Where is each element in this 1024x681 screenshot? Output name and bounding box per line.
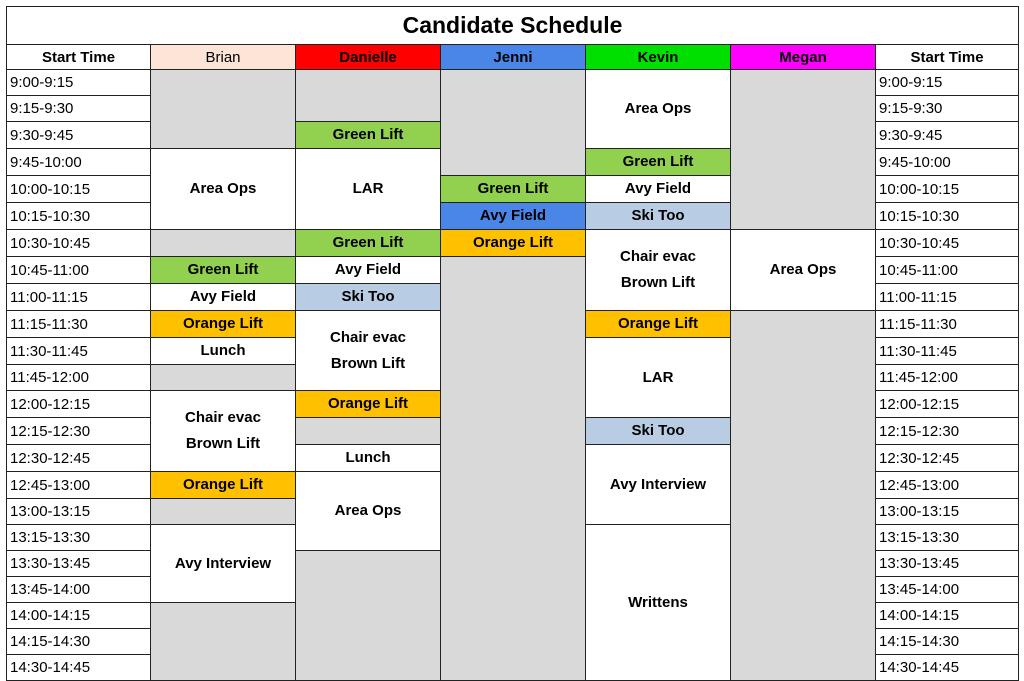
- time-slot-left: 13:00-13:15: [7, 499, 151, 525]
- kevin-activity-cell: Writtens: [586, 525, 731, 681]
- time-slot-right: 13:15-13:30: [876, 525, 1019, 551]
- header-jenni: Jenni: [441, 45, 586, 70]
- danielle-activity-cell: LAR: [296, 149, 441, 230]
- time-slot-left: 13:15-13:30: [7, 525, 151, 551]
- time-slot-left: 11:45-12:00: [7, 365, 151, 391]
- brian-activity-cell: Area Ops: [151, 149, 296, 230]
- brian-free-slot: [151, 70, 296, 149]
- time-slot-right: 14:30-14:45: [876, 655, 1019, 681]
- brian-activity-cell: Green Lift: [151, 257, 296, 284]
- time-slot-left: 11:00-11:15: [7, 284, 151, 311]
- time-slot-left: 10:00-10:15: [7, 176, 151, 203]
- header-kevin: Kevin: [586, 45, 731, 70]
- time-slot-left: 13:30-13:45: [7, 551, 151, 577]
- schedule-title: Candidate Schedule: [7, 7, 1019, 45]
- brian-activity-cell: Orange Lift: [151, 472, 296, 499]
- start-time-header-right: Start Time: [876, 45, 1019, 70]
- time-slot-right: 10:15-10:30: [876, 203, 1019, 230]
- header-row: [7, 45, 1019, 70]
- jenni-activity-cell: Green Lift: [441, 176, 586, 203]
- brian-activity-cell: Avy Interview: [151, 525, 296, 603]
- time-slot-left: 12:15-12:30: [7, 418, 151, 445]
- time-slot-left: 12:00-12:15: [7, 391, 151, 418]
- brian-free-slot: [151, 603, 296, 681]
- danielle-activity-cell: Ski Too: [296, 284, 441, 311]
- time-slot-right: 14:15-14:30: [876, 629, 1019, 655]
- time-slot-right: 10:00-10:15: [876, 176, 1019, 203]
- jenni-free-slot: [441, 257, 586, 681]
- time-slot-left: 9:45-10:00: [7, 149, 151, 176]
- time-slot-left: 14:00-14:15: [7, 603, 151, 629]
- time-slot-left: 12:30-12:45: [7, 445, 151, 472]
- time-slot-right: 12:00-12:15: [876, 391, 1019, 418]
- time-slot-right: 13:00-13:15: [876, 499, 1019, 525]
- brian-activity-cell: Avy Field: [151, 284, 296, 311]
- brian-free-slot: [151, 499, 296, 525]
- header-megan: Megan: [731, 45, 876, 70]
- time-slot-left: 12:45-13:00: [7, 472, 151, 499]
- time-slot-right: 14:00-14:15: [876, 603, 1019, 629]
- time-slot-right: 9:00-9:15: [876, 70, 1019, 96]
- time-slot-right: 9:30-9:45: [876, 122, 1019, 149]
- header-danielle: Danielle: [296, 45, 441, 70]
- time-slot-right: 11:30-11:45: [876, 338, 1019, 365]
- time-slot-right: 9:15-9:30: [876, 96, 1019, 122]
- time-slot-right: 13:45-14:00: [876, 577, 1019, 603]
- time-slot-right: 13:30-13:45: [876, 551, 1019, 577]
- time-slot-left: 14:30-14:45: [7, 655, 151, 681]
- danielle-activity-cell: Lunch: [296, 445, 441, 472]
- danielle-activity-cell: Orange Lift: [296, 391, 441, 418]
- brian-free-slot: [151, 230, 296, 257]
- kevin-activity-cell: Ski Too: [586, 203, 731, 230]
- time-slot-left: 13:45-14:00: [7, 577, 151, 603]
- time-slot-left: 9:30-9:45: [7, 122, 151, 149]
- kevin-activity-cell: Chair evac Brown Lift: [586, 230, 731, 311]
- header-brian: Brian: [151, 45, 296, 70]
- kevin-activity-cell: Ski Too: [586, 418, 731, 445]
- danielle-free-slot: [296, 418, 441, 445]
- kevin-activity-cell: Green Lift: [586, 149, 731, 176]
- brian-activity-cell: Chair evac Brown Lift: [151, 391, 296, 472]
- time-slot-left: 11:30-11:45: [7, 338, 151, 365]
- table-row: [7, 70, 1019, 96]
- schedule-table: [6, 6, 1019, 681]
- start-time-header-left: Start Time: [7, 45, 151, 70]
- kevin-activity-cell: Area Ops: [586, 70, 731, 149]
- danielle-free-slot: [296, 70, 441, 122]
- brian-activity-cell: Orange Lift: [151, 311, 296, 338]
- danielle-activity-cell: Area Ops: [296, 472, 441, 551]
- time-slot-left: 10:45-11:00: [7, 257, 151, 284]
- time-slot-left: 14:15-14:30: [7, 629, 151, 655]
- time-slot-right: 9:45-10:00: [876, 149, 1019, 176]
- time-slot-left: 10:15-10:30: [7, 203, 151, 230]
- time-slot-right: 11:00-11:15: [876, 284, 1019, 311]
- jenni-activity-cell: Avy Field: [441, 203, 586, 230]
- jenni-free-slot: [441, 70, 586, 176]
- danielle-activity-cell: Green Lift: [296, 230, 441, 257]
- time-slot-left: 11:15-11:30: [7, 311, 151, 338]
- megan-free-slot: [731, 70, 876, 230]
- danielle-activity-cell: Green Lift: [296, 122, 441, 149]
- time-slot-right: 10:30-10:45: [876, 230, 1019, 257]
- danielle-free-slot: [296, 551, 441, 681]
- brian-activity-cell: Lunch: [151, 338, 296, 365]
- time-slot-right: 12:15-12:30: [876, 418, 1019, 445]
- schedule-sheet: [6, 6, 1018, 676]
- danielle-activity-cell: Avy Field: [296, 257, 441, 284]
- time-slot-left: 10:30-10:45: [7, 230, 151, 257]
- kevin-activity-cell: Avy Interview: [586, 445, 731, 525]
- time-slot-left: 9:15-9:30: [7, 96, 151, 122]
- kevin-activity-cell: Avy Field: [586, 176, 731, 203]
- time-slot-right: 11:15-11:30: [876, 311, 1019, 338]
- megan-free-slot: [731, 311, 876, 681]
- kevin-activity-cell: LAR: [586, 338, 731, 418]
- kevin-activity-cell: Orange Lift: [586, 311, 731, 338]
- time-slot-right: 10:45-11:00: [876, 257, 1019, 284]
- time-slot-right: 12:30-12:45: [876, 445, 1019, 472]
- time-slot-left: 9:00-9:15: [7, 70, 151, 96]
- time-slot-right: 12:45-13:00: [876, 472, 1019, 499]
- brian-free-slot: [151, 365, 296, 391]
- jenni-activity-cell: Orange Lift: [441, 230, 586, 257]
- time-slot-right: 11:45-12:00: [876, 365, 1019, 391]
- table-row: [7, 230, 1019, 257]
- danielle-activity-cell: Chair evac Brown Lift: [296, 311, 441, 391]
- megan-activity-cell: Area Ops: [731, 230, 876, 311]
